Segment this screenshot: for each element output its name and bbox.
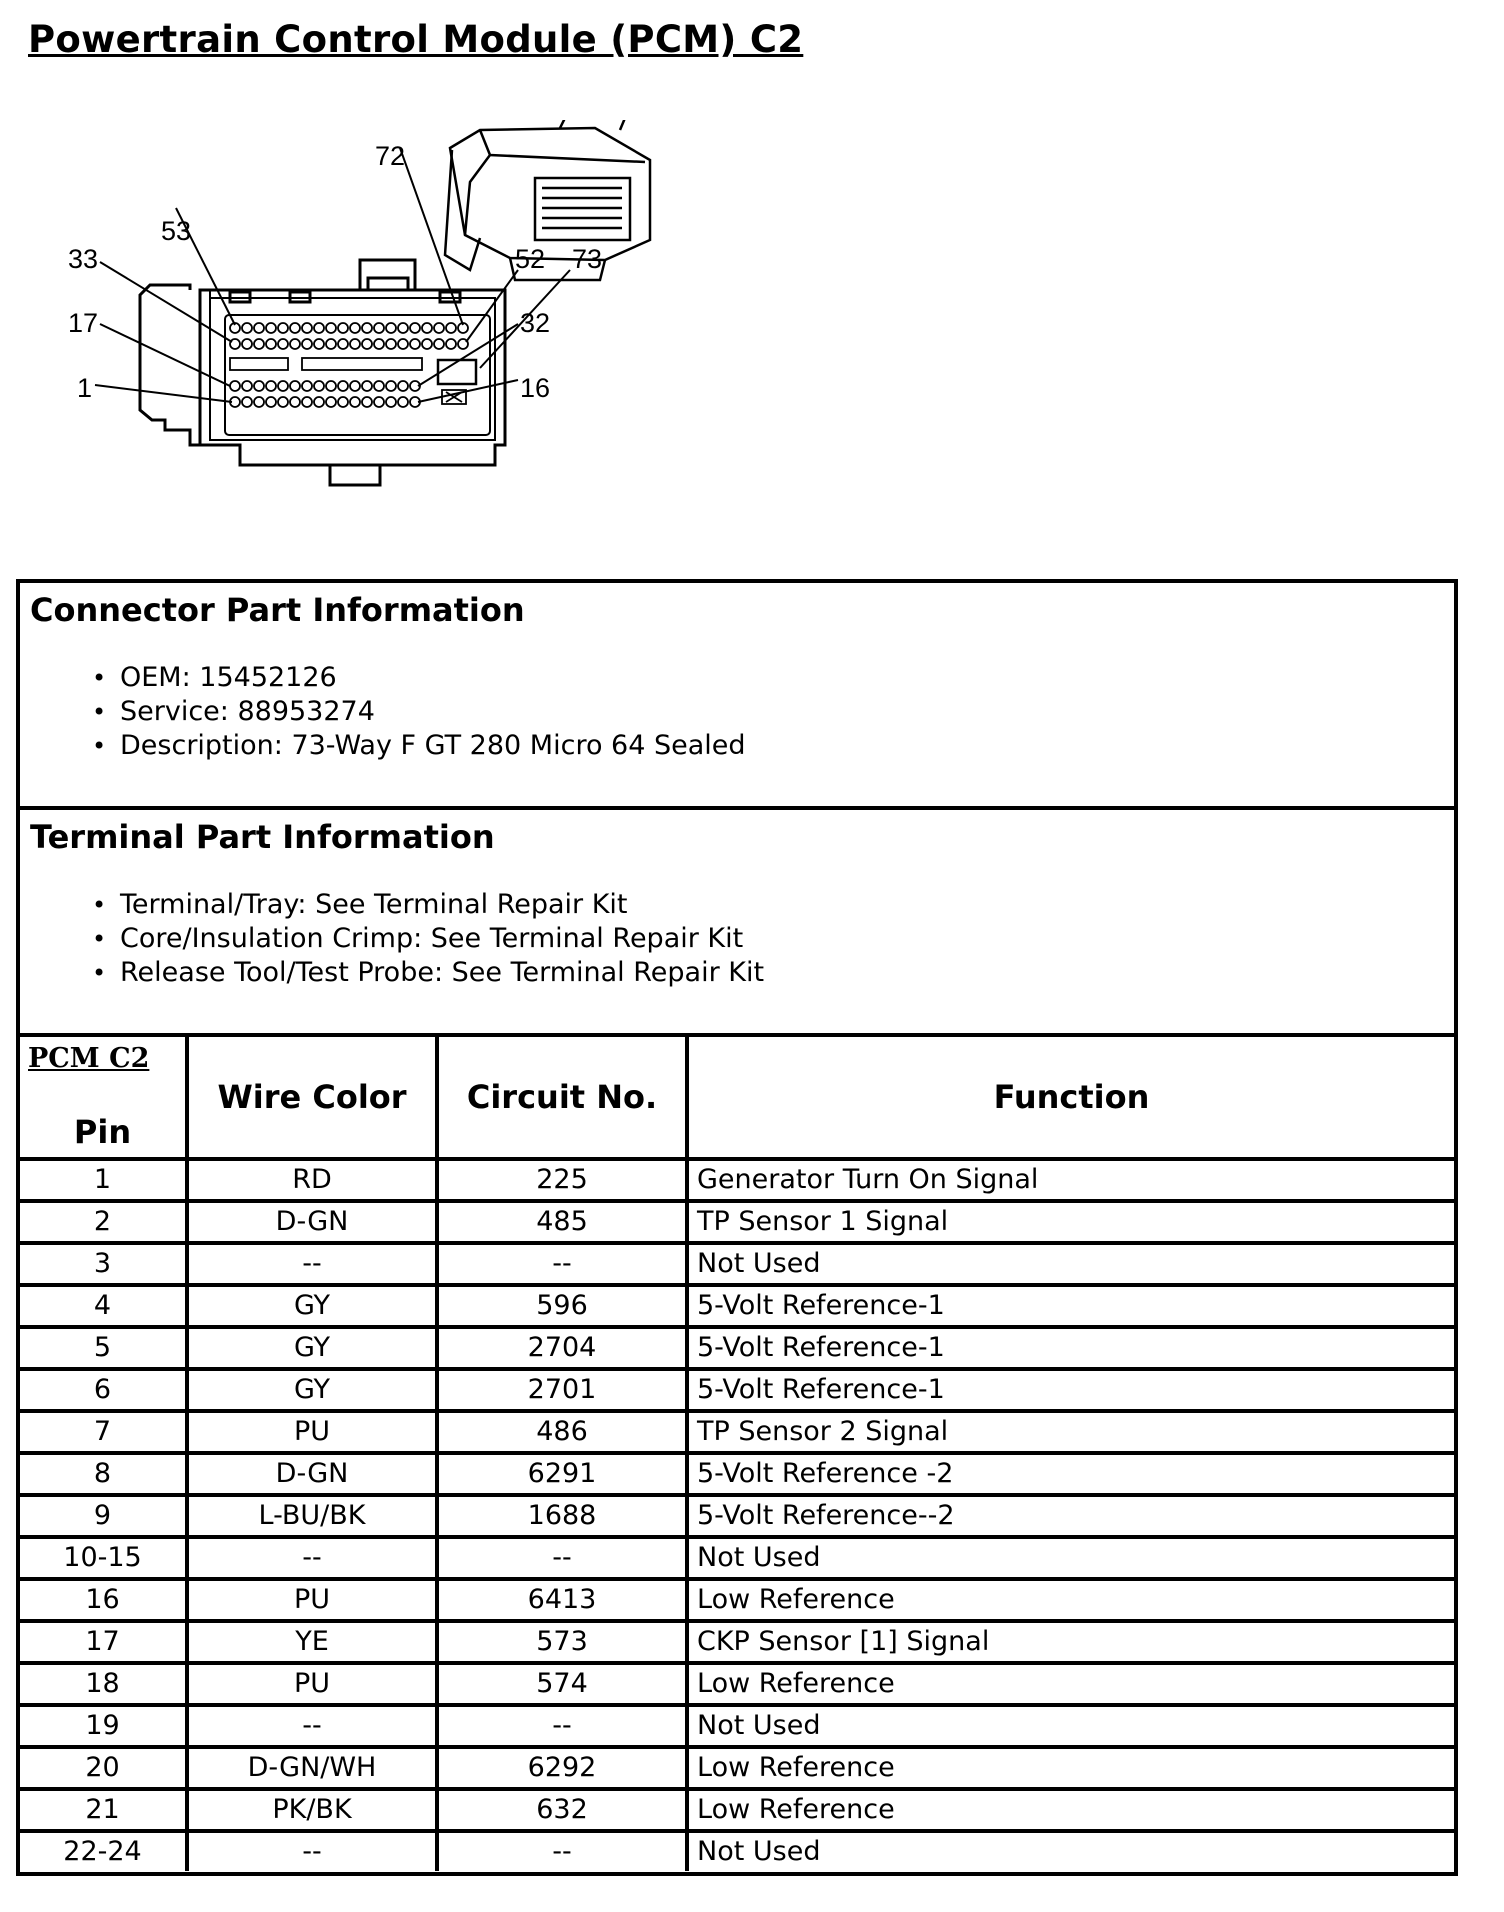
wire-color-cell: D-GN (187, 1453, 437, 1495)
wire-color-cell: PU (187, 1663, 437, 1705)
function-cell: Not Used (687, 1537, 1454, 1579)
function-cell: 5-Volt Reference-1 (687, 1285, 1454, 1327)
wire-color-cell: -- (187, 1705, 437, 1747)
list-item: • Terminal/Tray: See Terminal Repair Kit (60, 888, 764, 922)
pin-column-header (20, 1037, 187, 1159)
connector-info-sheet (16, 579, 1458, 1876)
circuit-cell: 1688 (437, 1495, 687, 1537)
pin-cell: 7 (20, 1411, 187, 1453)
table-row (20, 1705, 1454, 1747)
function-cell: TP Sensor 1 Signal (687, 1201, 1454, 1243)
pinout-table (20, 1037, 1454, 1871)
wire-color-cell: GY (187, 1285, 437, 1327)
wire-color-cell: YE (187, 1621, 437, 1663)
list-item: • Release Tool/Test Probe: See Terminal Repair Kit (60, 956, 764, 990)
connector-diagram (60, 120, 700, 520)
circuit-cell: 486 (437, 1411, 687, 1453)
wire-color-cell: -- (187, 1537, 437, 1579)
table-row (20, 1159, 1454, 1201)
circuit-cell: 2704 (437, 1327, 687, 1369)
function-cell: CKP Sensor [1] Signal (687, 1621, 1454, 1663)
function-cell: Low Reference (687, 1579, 1454, 1621)
callout-32: 32 (520, 308, 551, 338)
pin-cell: 9 (20, 1495, 187, 1537)
pin-cell: 18 (20, 1663, 187, 1705)
wire-color-cell: GY (187, 1327, 437, 1369)
table-row (20, 1285, 1454, 1327)
list-item: • OEM: 15452126 (60, 661, 746, 695)
wire-color-cell: PU (187, 1579, 437, 1621)
table-row (20, 1453, 1454, 1495)
wire-color-cell: GY (187, 1369, 437, 1411)
pin-cell: 8 (20, 1453, 187, 1495)
list-item: • Service: 88953274 (60, 695, 746, 729)
terminal-cavities (230, 323, 476, 407)
pin-cell: 2 (20, 1201, 187, 1243)
table-row (20, 1663, 1454, 1705)
function-cell: 5-Volt Reference-1 (687, 1327, 1454, 1369)
connector-part-list (60, 661, 746, 763)
table-row (20, 1621, 1454, 1663)
pin-cell: 5 (20, 1327, 187, 1369)
circuit-cell: 596 (437, 1285, 687, 1327)
wire-color-cell: RD (187, 1159, 437, 1201)
wire-color-cell: PK/BK (187, 1789, 437, 1831)
function-cell: Generator Turn On Signal (687, 1159, 1454, 1201)
circuit-cell: 632 (437, 1789, 687, 1831)
wire-color-cell: L-BU/BK (187, 1495, 437, 1537)
function-cell: Low Reference (687, 1789, 1454, 1831)
connector-face-view (140, 260, 505, 485)
circuit-cell: -- (437, 1705, 687, 1747)
wire-color-header: Wire Color (187, 1037, 437, 1159)
connector-part-heading: Connector Part Information (30, 591, 525, 629)
circuit-cell: -- (437, 1243, 687, 1285)
table-row (20, 1243, 1454, 1285)
terminal-part-list (60, 888, 764, 990)
callout-73: 73 (572, 244, 603, 274)
circuit-cell: 573 (437, 1621, 687, 1663)
connector-group-label: PCM C2 (28, 1043, 150, 1074)
table-row (20, 1201, 1454, 1243)
circuit-cell: 574 (437, 1663, 687, 1705)
circuit-number-header: Circuit No. (437, 1037, 687, 1159)
circuit-cell: 485 (437, 1201, 687, 1243)
circuit-cell: 2701 (437, 1369, 687, 1411)
function-cell: Not Used (687, 1831, 1454, 1871)
callout-52: 52 (515, 244, 546, 274)
pin-header-label: Pin (73, 1113, 132, 1151)
function-cell: 5-Volt Reference--2 (687, 1495, 1454, 1537)
callout-leaders (95, 148, 570, 402)
connector-part-section (20, 583, 1454, 810)
table-row (20, 1789, 1454, 1831)
function-header: Function (687, 1037, 1454, 1159)
pin-cell: 6 (20, 1369, 187, 1411)
table-row (20, 1369, 1454, 1411)
function-cell: 5-Volt Reference-1 (687, 1369, 1454, 1411)
table-row (20, 1411, 1454, 1453)
function-cell: Low Reference (687, 1747, 1454, 1789)
pin-cell: 10-15 (20, 1537, 187, 1579)
callout-72: 72 (374, 141, 406, 171)
circuit-cell: 6292 (437, 1747, 687, 1789)
wire-color-cell: PU (187, 1411, 437, 1453)
page-title: Powertrain Control Module (PCM) C2 (28, 18, 804, 61)
function-cell: 5-Volt Reference -2 (687, 1453, 1454, 1495)
function-cell: Low Reference (687, 1663, 1454, 1705)
callout-33: 33 (67, 244, 98, 274)
table-row (20, 1537, 1454, 1579)
callout-17: 17 (67, 308, 98, 338)
circuit-cell: 6291 (437, 1453, 687, 1495)
pin-cell: 3 (20, 1243, 187, 1285)
circuit-cell: -- (437, 1831, 687, 1871)
terminal-part-heading: Terminal Part Information (30, 818, 495, 856)
table-row (20, 1495, 1454, 1537)
terminal-part-section (20, 810, 1454, 1037)
pin-cell: 17 (20, 1621, 187, 1663)
table-row (20, 1831, 1454, 1871)
wire-color-cell: D-GN/WH (187, 1747, 437, 1789)
list-item: • Core/Insulation Crimp: See Terminal Repair Kit (60, 922, 764, 956)
callout-53: 53 (160, 216, 192, 246)
wire-color-cell: -- (187, 1831, 437, 1871)
wire-color-cell: -- (187, 1243, 437, 1285)
table-header-row (20, 1037, 1454, 1159)
pin-cell: 16 (20, 1579, 187, 1621)
list-item: • Description: 73-Way F GT 280 Micro 64 Sealed (60, 729, 746, 763)
function-cell: Not Used (687, 1705, 1454, 1747)
callout-16: 16 (520, 373, 551, 403)
pin-cell: 4 (20, 1285, 187, 1327)
connector-isometric-view (445, 120, 650, 280)
circuit-cell: 6413 (437, 1579, 687, 1621)
pin-cell: 22-24 (20, 1831, 187, 1871)
callout-labels (68, 141, 602, 403)
table-row (20, 1327, 1454, 1369)
pin-cell: 1 (20, 1159, 187, 1201)
pin-cell: 20 (20, 1747, 187, 1789)
function-cell: TP Sensor 2 Signal (687, 1411, 1454, 1453)
table-row (20, 1747, 1454, 1789)
pin-cell: 19 (20, 1705, 187, 1747)
pin-cell: 21 (20, 1789, 187, 1831)
wire-color-cell: D-GN (187, 1201, 437, 1243)
callout-1: 1 (76, 373, 92, 403)
function-cell: Not Used (687, 1243, 1454, 1285)
circuit-cell: 225 (437, 1159, 687, 1201)
table-row (20, 1579, 1454, 1621)
circuit-cell: -- (437, 1537, 687, 1579)
